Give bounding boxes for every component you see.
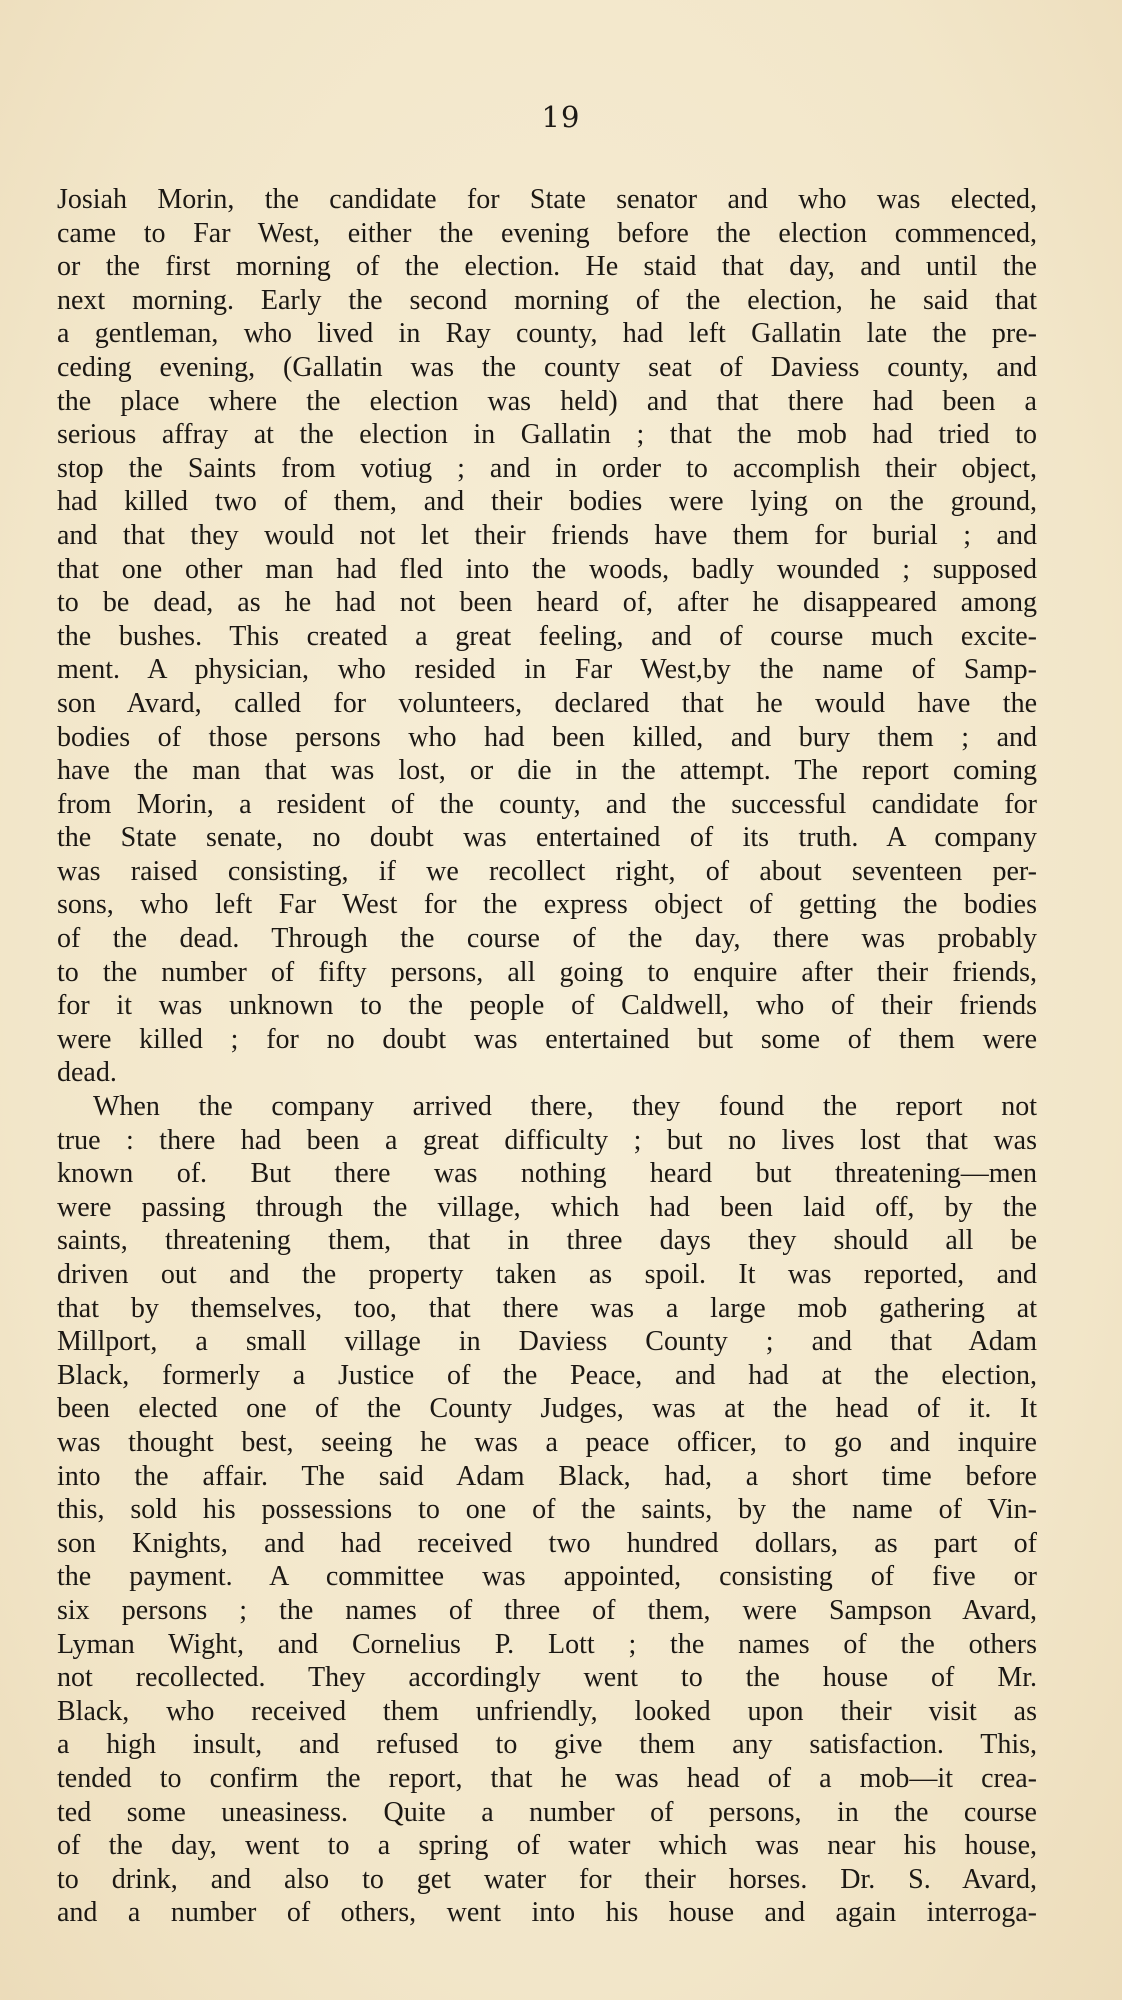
text-line: this, sold his possessions to one of the saints, by the name of Vin- — [57, 1494, 1037, 1526]
text-line: bodies of those persons who had been killed, and bury them ; and — [57, 721, 1037, 753]
text-line: true : there had been a great difficulty ; but no lives lost that was — [57, 1124, 1037, 1156]
text-line: ted some uneasiness. Quite a number of persons, in the course — [57, 1796, 1037, 1828]
text-line: a high insult, and refused to give them any satisfaction. This, — [57, 1729, 1037, 1761]
text-line: came to Far West, either the evening before the election commenced, — [57, 217, 1037, 249]
text-line: were killed ; for no doubt was entertained but some of them were — [57, 1023, 1037, 1055]
text-line: son Avard, called for volunteers, declared that he would have the — [57, 687, 1037, 719]
text-line: tended to confirm the report, that he was head of a mob—it crea- — [57, 1762, 1037, 1794]
text-line: of the day, went to a spring of water which was near his house, — [57, 1830, 1037, 1862]
text-line: saints, threatening them, that in three days they should all be — [57, 1225, 1037, 1257]
text-line: that one other man had fled into the woods, badly wounded ; supposed — [57, 553, 1037, 585]
text-line: from Morin, a resident of the county, and the successful candidate for — [57, 788, 1037, 820]
text-line: son Knights, and had received two hundred dollars, as part of — [57, 1527, 1037, 1559]
page-number: 19 — [541, 100, 581, 134]
text-line: Lyman Wight, and Cornelius P. Lott ; the names of the others — [57, 1628, 1037, 1660]
text-line: sons, who left Far West for the express object of getting the bodies — [57, 889, 1037, 921]
text-line: or the first morning of the election. He staid that day, and until the — [57, 251, 1037, 283]
paragraph — [57, 183, 1037, 1090]
text-line: for it was unknown to the people of Caldwell, who of their friends — [57, 990, 1037, 1022]
text-line: of the dead. Through the course of the day, there was probably — [57, 923, 1037, 955]
text-line: not recollected. They accordingly went to the house of Mr. — [57, 1662, 1037, 1694]
text-line: Josiah Morin, the candidate for State senator and who was elected, — [57, 184, 1037, 215]
text-line: next morning. Early the second morning of the election, he said that — [57, 284, 1037, 316]
text-line: the bushes. This created a great feeling, and of course much excite- — [57, 620, 1037, 652]
text-line: to drink, and also to get water for their horses. Dr. S. Avard, — [57, 1863, 1037, 1895]
text-line: into the affair. The said Adam Black, had, a short time before — [57, 1460, 1037, 1492]
text-line: been elected one of the County Judges, was at the head of it. It — [57, 1393, 1037, 1425]
text-line: the place where the election was held) and that there had been a — [57, 385, 1037, 417]
text-line: stop the Saints from votiug ; and in order to accomplish their object, — [57, 452, 1037, 484]
text-line: known of. But there was nothing heard but threatening—men — [57, 1158, 1037, 1190]
body-text — [57, 183, 1037, 1930]
text-line: driven out and the property taken as spoil. It was reported, and — [57, 1259, 1037, 1290]
text-line: the payment. A committee was appointed, consisting of five or — [57, 1561, 1037, 1593]
text-line: Black, formerly a Justice of the Peace, and had at the election, — [57, 1359, 1037, 1391]
text-line: to be dead, as he had not been heard of, after he disappeared among — [57, 587, 1037, 619]
text-line: ment. A physician, who resided in Far West,by the name of Samp- — [57, 654, 1037, 686]
text-line: ceding evening, (Gallatin was the county seat of Daviess county, and — [57, 351, 1037, 383]
text-line: were passing through the village, which had been laid off, by the — [57, 1191, 1037, 1223]
text-line: six persons ; the names of three of them, were Sampson Avard, — [57, 1594, 1037, 1626]
text-line: the State senate, no doubt was entertained of its truth. A company — [57, 822, 1037, 854]
text-line: and that they would not let their friends have them for burial ; and — [57, 519, 1037, 551]
text-line: Black, who received them unfriendly, looked upon their visit as — [57, 1695, 1037, 1727]
text-line: was thought best, seeing he was a peace officer, to go and inquire — [57, 1426, 1037, 1458]
text-line: to the number of fifty persons, all going to enquire after their friends, — [57, 956, 1037, 988]
text-line: serious affray at the election in Gallatin ; that the mob had tried to — [57, 419, 1037, 451]
text-line: and a number of others, went into his house and again interroga- — [57, 1897, 1037, 1929]
paragraph — [57, 1090, 1037, 1930]
text-line: dead. — [57, 1057, 117, 1089]
text-line: was raised consisting, if we recollect right, of about seventeen per- — [57, 855, 1037, 887]
text-line: Millport, a small village in Daviess County ; and that Adam — [57, 1326, 1037, 1358]
text-line: have the man that was lost, or die in the attempt. The report coming — [57, 755, 1037, 787]
text-line: that by themselves, too, that there was a large mob gathering at — [57, 1292, 1037, 1324]
text-line: When the company arrived there, they found the report not — [93, 1091, 1037, 1123]
text-line: a gentleman, who lived in Ray county, had left Gallatin late the pre- — [57, 318, 1037, 350]
text-line: had killed two of them, and their bodies were lying on the ground, — [57, 486, 1037, 518]
